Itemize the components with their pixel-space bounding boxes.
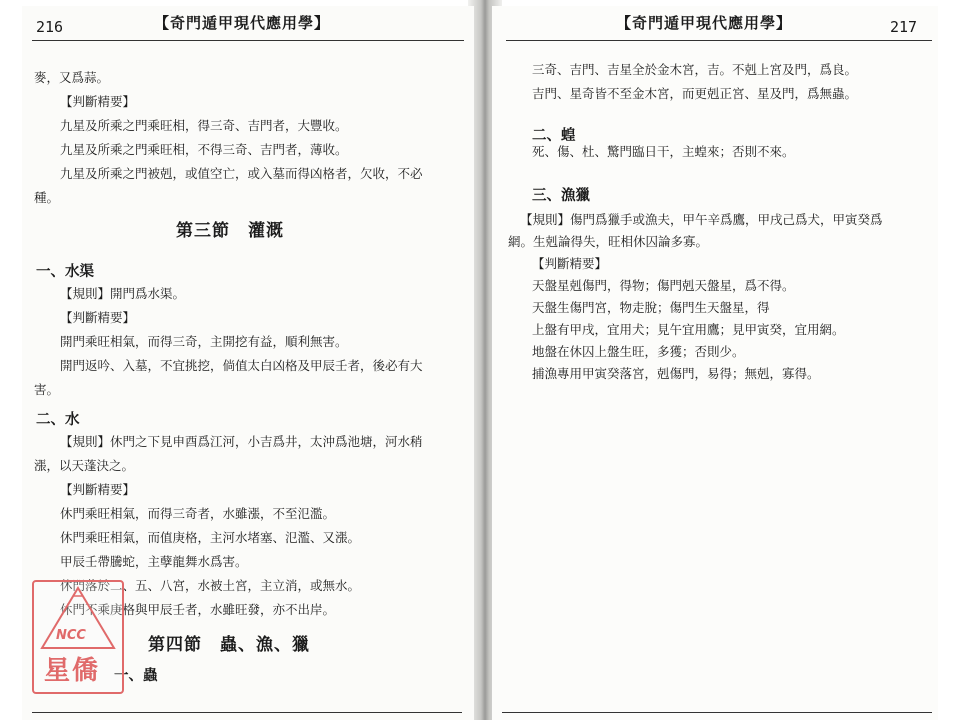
text-line: 【判斷精要】 xyxy=(60,94,136,109)
text-line: 九星及所乘之門被剋，或值空亡，或入墓而得凶格者，欠收，不必 xyxy=(60,166,423,181)
right-running-title: 【奇門遁甲現代應用學】 xyxy=(616,14,793,32)
text-line: 休門落於二、五、八宮，水被土宮，主立消，或無水。 xyxy=(60,578,361,593)
right-page xyxy=(492,6,938,720)
subsection-title: 一、水渠 xyxy=(36,263,94,280)
text-line: 【判斷精要】 xyxy=(60,482,136,497)
section-title: 第四節 蟲、漁、獵 xyxy=(148,635,310,655)
subsection-title: 二、蝗 xyxy=(532,127,576,144)
text-line: 甲辰壬帶騰蛇，主孽龍舞水爲害。 xyxy=(60,554,248,569)
right-footer-rule xyxy=(502,712,932,713)
subsection-title: 二、水 xyxy=(36,411,80,428)
text-line: 天盤星剋傷門，得物；傷門剋天盤星，爲不得。 xyxy=(532,278,795,293)
subsection-title: 一、蟲 xyxy=(114,667,158,684)
subsection-title: 三、漁獵 xyxy=(532,187,590,204)
text-line: 上盤有甲戌，宜用犬；見午宜用鷹；見甲寅癸，宜用網。 xyxy=(532,322,845,337)
text-line: 種。 xyxy=(34,190,60,205)
right-header-rule xyxy=(506,40,932,41)
watermark-brand: 星僑 xyxy=(44,656,101,686)
text-line: 【判斷精要】 xyxy=(60,310,136,325)
text-line: 天盤生傷門宮，物走脫；傷門生天盤星，得 xyxy=(532,300,770,315)
text-line: 地盤在休囚上盤生旺，多獲；否則少。 xyxy=(532,344,745,359)
text-line: 開門返吟、入墓，不宜挑挖，倘值太白凶格及甲辰壬者，後必有大 xyxy=(60,358,423,373)
text-line: 九星及所乘之門乘旺相，得三奇、吉門者，大豐收。 xyxy=(60,118,348,133)
text-line: 麥，又爲蒜。 xyxy=(34,70,110,85)
text-line: 捕漁專用甲寅癸落宮，剋傷門，易得；無剋，寡得。 xyxy=(532,366,820,381)
text-line: 網。生剋論得失，旺相休囚論多寡。 xyxy=(508,234,709,249)
text-line: 九星及所乘之門乘旺相，不得三奇、吉門者，薄收。 xyxy=(60,142,348,157)
right-page-number: 217 xyxy=(890,18,918,36)
text-line: 休門乘旺相氣，而得三奇者，水雖漲，不至氾濫。 xyxy=(60,506,336,521)
text-line: 漲，以天蓬決之。 xyxy=(34,458,135,473)
text-line: 【規則】休門之下見申酉爲江河，小吉爲井，太沖爲池塘，河水稍 xyxy=(60,434,423,449)
text-line: 休門不乘庚格與甲辰壬者，水雖旺發，亦不出岸。 xyxy=(60,602,336,617)
text-line: 【規則】開門爲水渠。 xyxy=(60,286,186,301)
text-line: 害。 xyxy=(34,382,60,397)
text-line: 【規則】傷門爲獵手或漁夫，甲午辛爲鷹，甲戌己爲犬，甲寅癸爲 xyxy=(520,212,883,227)
text-line: 三奇、吉門、吉星全於金木宮，吉。不剋上宮及門，爲良。 xyxy=(532,62,858,77)
left-footer-rule xyxy=(32,712,462,713)
text-line: 開門乘旺相氣，而得三奇，主開挖有益，順利無害。 xyxy=(60,334,348,349)
text-line: 【判斷精要】 xyxy=(532,256,608,271)
left-header-rule xyxy=(32,40,464,41)
text-line: 死、傷、杜、驚門臨日干，主蝗來；否則不來。 xyxy=(532,144,795,159)
left-running-title: 【奇門遁甲現代應用學】 xyxy=(154,14,331,32)
text-line: 休門乘旺相氣，而值庚格，主河水堵塞、氾濫、又漲。 xyxy=(60,530,361,545)
watermark-stamp xyxy=(32,580,124,694)
left-page-number: 216 xyxy=(36,18,64,36)
section-title: 第三節 灌溉 xyxy=(176,221,284,241)
text-line: 吉門、星奇皆不至金木宮，而更剋正宮、星及門，爲無蟲。 xyxy=(532,86,858,101)
watermark-latin: NCC xyxy=(56,628,86,643)
